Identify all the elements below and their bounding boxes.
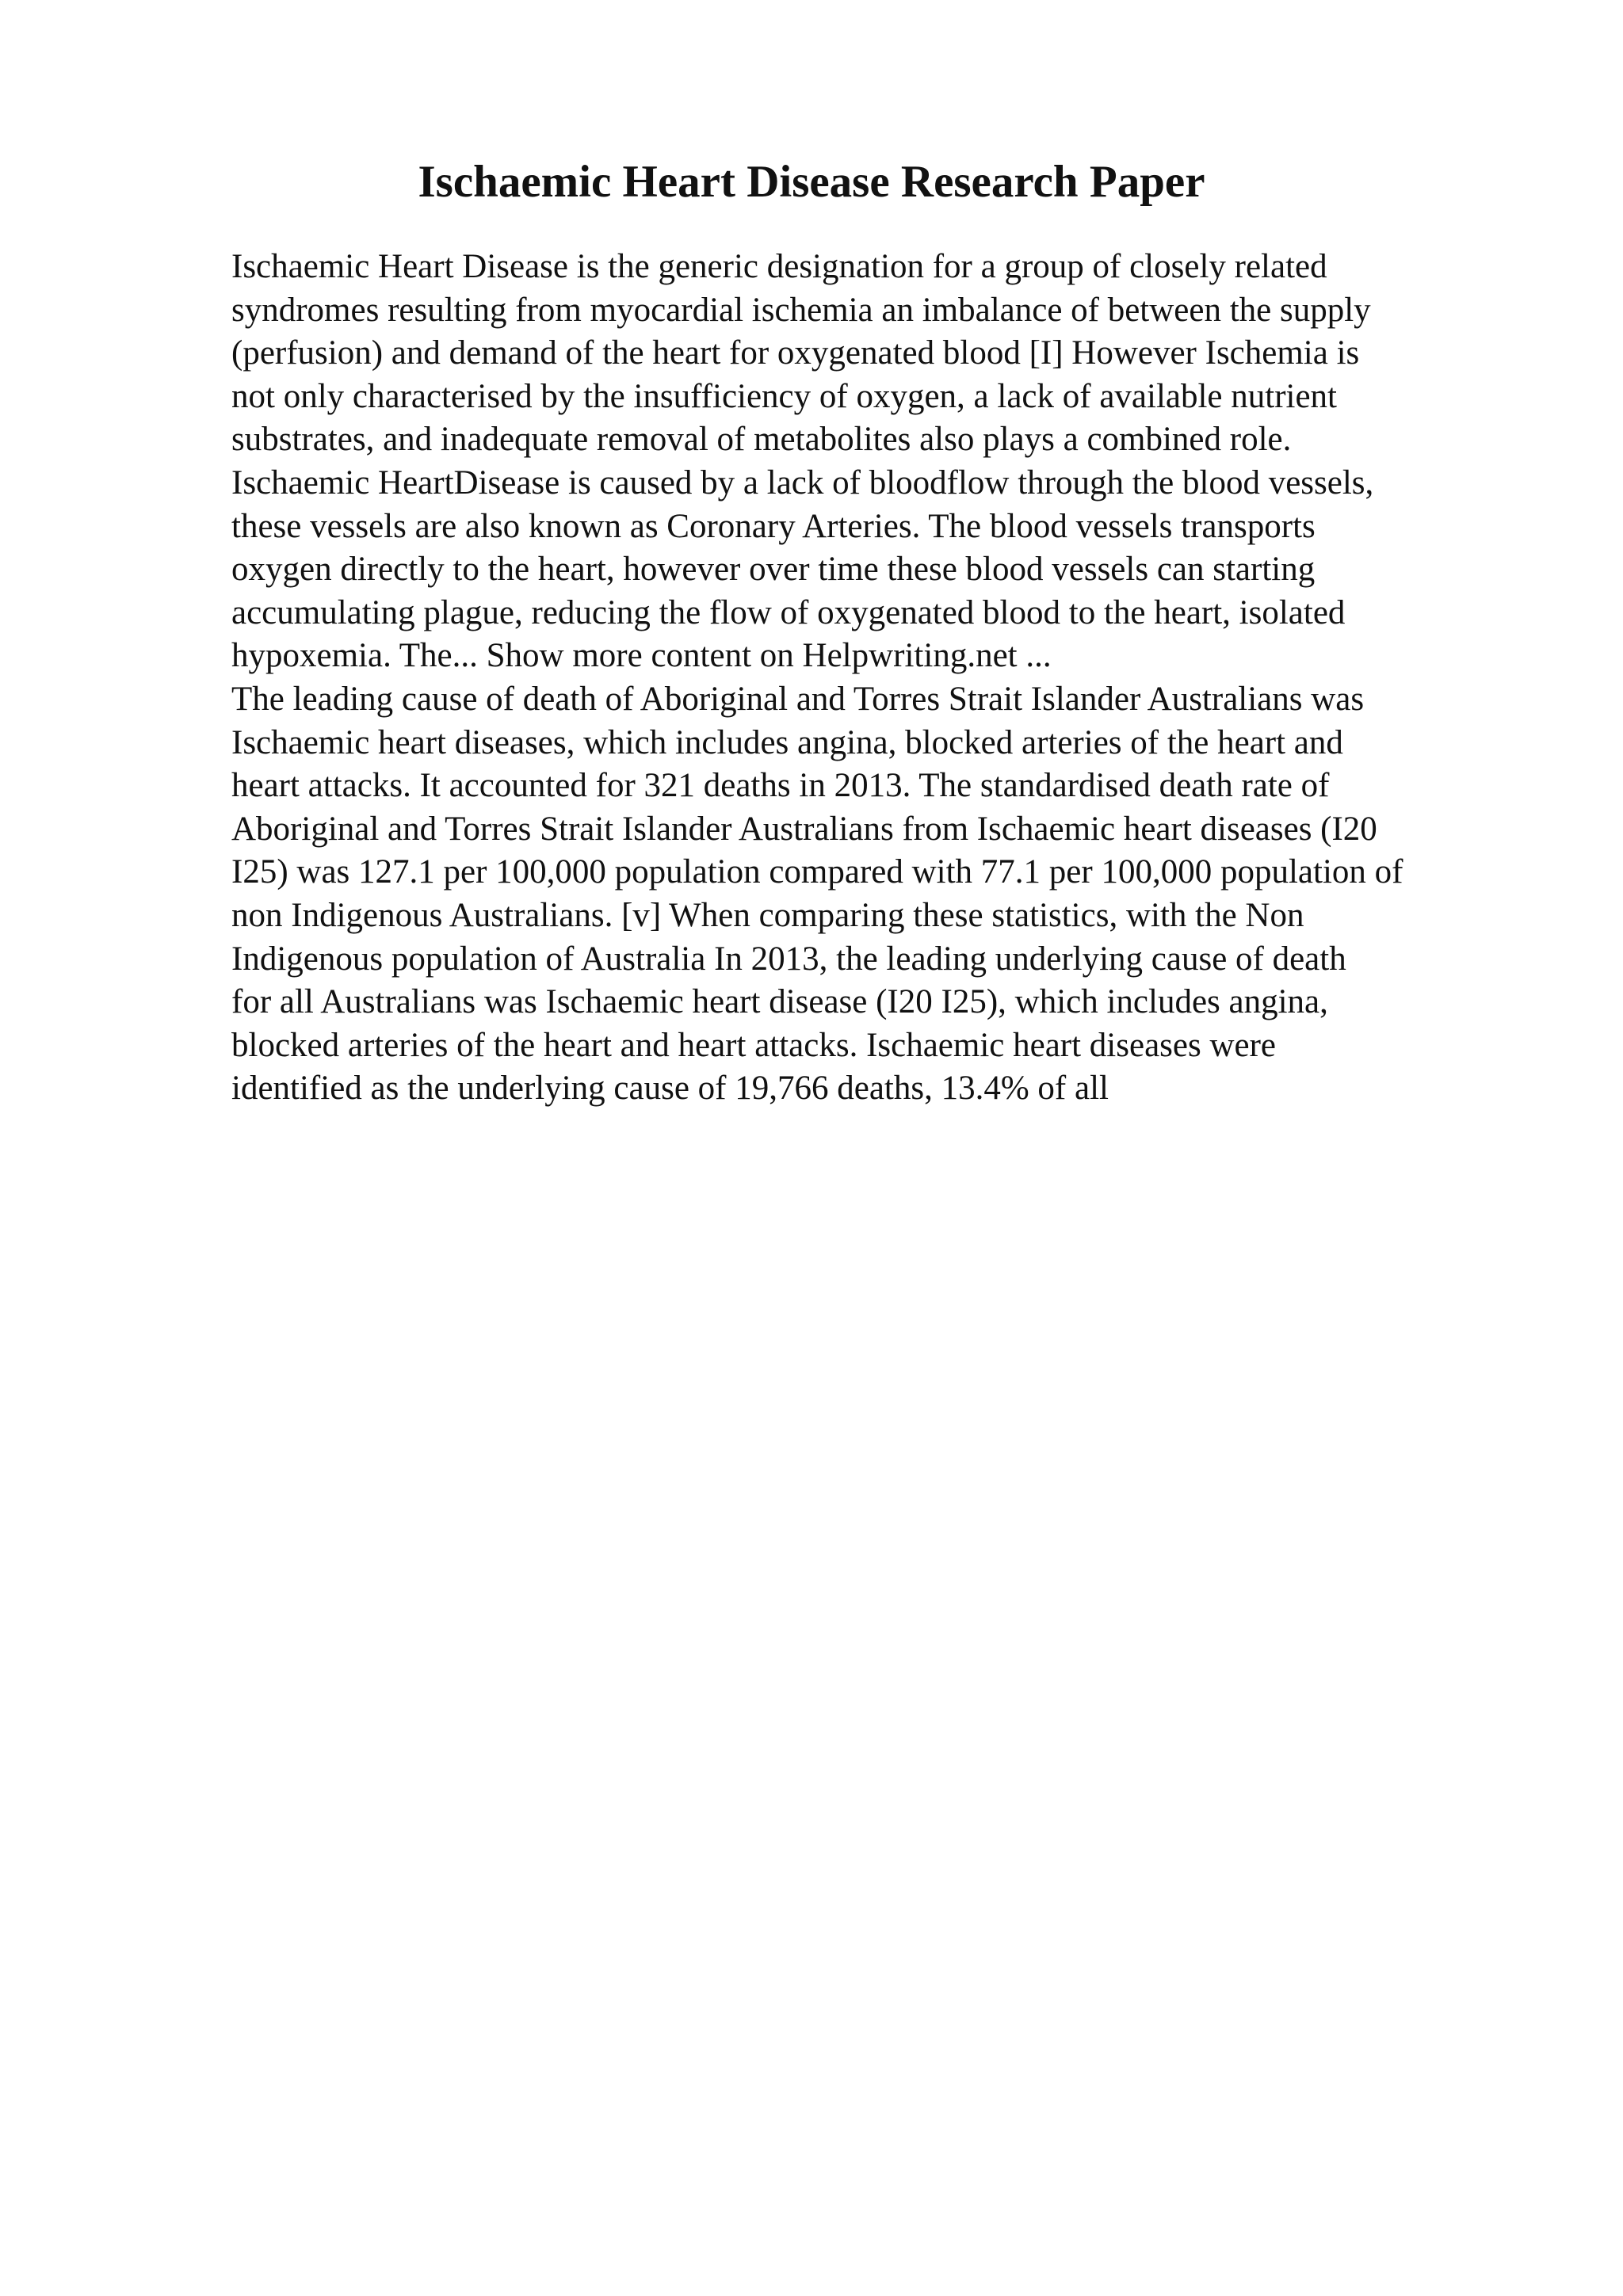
text-line: Aboriginal and Torres Strait Islander Australians from Ischaemic heart diseases (I20 [231, 810, 1377, 848]
page-title: Ischaemic Heart Disease Research Paper [418, 157, 1205, 207]
text-line: Ischaemic HeartDisease is caused by a lack of bloodflow through the blood vessels, [231, 463, 1374, 502]
text-line: identified as the underlying cause of 19,766 deaths, 13.4% of all [231, 1070, 1109, 1108]
text-line: syndromes resulting from myocardial ischemia an imbalance of between the supply [231, 291, 1371, 329]
text-line: blocked arteries of the heart and heart attacks. Ischaemic heart diseases were [231, 1026, 1277, 1064]
text-line: substrates, and inadequate removal of metabolites also plays a combined role. [231, 421, 1292, 459]
text-line: not only characterised by the insufficiency of oxygen, a lack of available nutrient [231, 377, 1338, 415]
text-line: Ischaemic Heart Disease is the generic designation for a group of closely related [231, 248, 1327, 285]
text-line: I25) was 127.1 per 100,000 population compared with 77.1 per 100,000 population of [231, 853, 1403, 891]
text-line: Ischaemic heart diseases, which includes angina, blocked arteries of the heart and [231, 723, 1343, 761]
text-line: these vessels are also known as Coronary Arteries. The blood vessels transports [231, 507, 1316, 545]
text-line: accumulating plague, reducing the flow of oxygenated blood to the heart, isolated [231, 593, 1346, 631]
text-line: (perfusion) and demand of the heart for oxygenated blood [I] However Ischemia is [231, 334, 1360, 372]
text-line: for all Australians was Ischaemic heart disease (I20 I25), which includes angina, [231, 983, 1328, 1021]
text-line: Indigenous population of Australia In 2013, the leading underlying cause of death [231, 940, 1346, 978]
text-line: oxygen directly to the heart, however over time these blood vessels can starting [231, 551, 1316, 589]
text-line: hypoxemia. The... Show more content on Helpwriting.net ... [231, 637, 1052, 675]
body-text [231, 246, 1531, 1111]
text-line: heart attacks. It accounted for 321 deaths in 2013. The standardised death rate of [231, 767, 1330, 805]
text-line: The leading cause of death of Aboriginal and Torres Strait Islander Australians was [231, 680, 1365, 718]
text-line: non Indigenous Australians. [v] When comparing these statistics, with the Non [231, 896, 1304, 934]
